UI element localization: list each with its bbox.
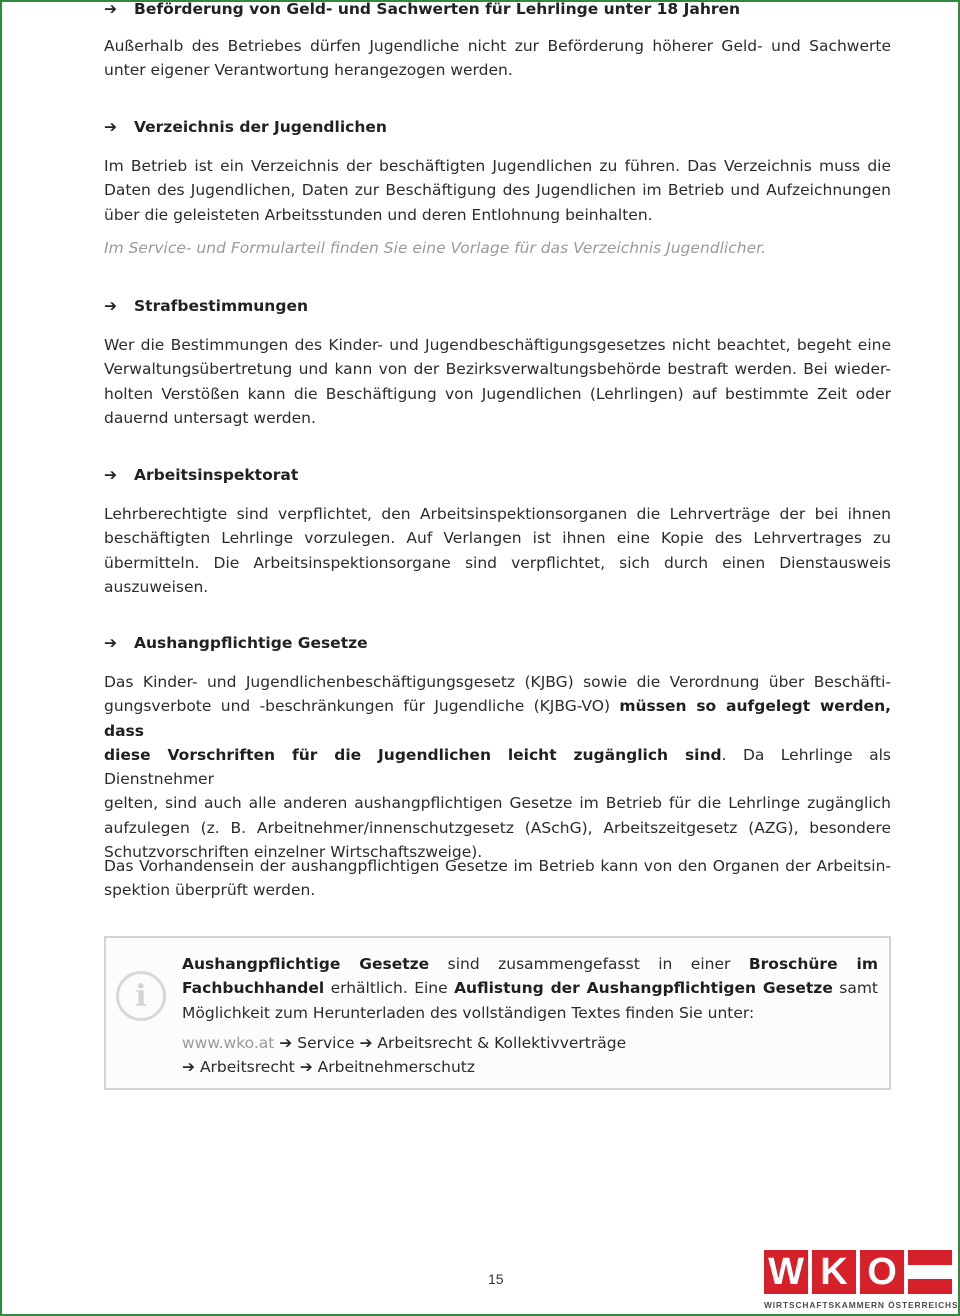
navigation-path: www.wko.at ➔ Service ➔ Arbeitsrecht & Kollektivverträge ➔ Arbeitsrecht ➔ Arbeitnehmerschutz — [182, 1033, 627, 1077]
section-paragraph: Das Vorhandensein der aushangpflichtigen Gesetze im Betrieb kann von den Organen der Arbeitsin- spektion überprüft werden. — [104, 857, 891, 900]
info-text: Aushangpflichtige Gesetze sind zusammengefasst in einer Broschüre im Fachbuchhandel erhältlich. Eine Auflistung der Aushangpflichtigen Gesetze samt Möglichkeit zum Herunterladen des vollständigen Textes finden Sie unter: www.wko.at ➔ Service ➔ Arbeitsrecht & Kollektivverträge ➔ Arbeitsrecht ➔ Arbeitnehmerschutz — [182, 952, 878, 1080]
arrow-icon: ➔ — [104, 297, 117, 315]
wko-link[interactable]: www.wko.at — [182, 1033, 275, 1052]
section-paragraph: Wer die Bestimmungen des Kinder- und Jugendbeschäftigungsgesetzes nicht beachtet, begeht eine Verwaltungsübertretung und kann von der Bezirksverwaltungsbehörde bestraft werden. Bei wieder- holten Verstößen kann die Beschäftigung von Jugendlichen (Lehrlingen) auf bestimmte Zeit oder dauernd untersagt werden. — [104, 336, 891, 427]
arrow-icon: ➔ — [104, 634, 117, 652]
arrow-icon: ➔ — [104, 0, 117, 18]
arrow-icon: ➔ — [104, 118, 117, 136]
wko-logo — [760, 1250, 959, 1310]
info-box — [104, 936, 891, 1090]
section-paragraph: Im Betrieb ist ein Verzeichnis der beschäftigten Jugendlichen zu führen. Das Verzeichnis muss die Daten des Jugendlichen, Daten zur Beschäftigung des Jugendlichen im Betrieb und Aufzeichnungen über die geleisteten Arbeitsstunden und deren Entlohnung beinhalten. — [104, 157, 891, 224]
logo-letter-w: W — [764, 1250, 808, 1294]
logo-subtitle: WIRTSCHAFTSKAMMERN ÖSTERREICHS — [764, 1300, 959, 1310]
arrow-icon: ➔ — [299, 1058, 313, 1077]
logo-letter-o: O — [860, 1250, 904, 1294]
section-heading: ➔ Beförderung von Geld- und Sachwerten für Lehrlinge unter 18 Jahren — [104, 0, 741, 18]
section-heading: ➔ Arbeitsinspektorat — [104, 466, 299, 484]
italic-note: Im Service- und Formularteil finden Sie eine Vorlage für das Verzeichnis Jugendlicher. — [104, 239, 766, 257]
section-paragraph: Außerhalb des Betriebes dürfen Jugendliche nicht zur Beförderung höherer Geld- und Sachwerte unter eigener Verantwortung herangezogen werden. — [104, 37, 891, 80]
arrow-icon: ➔ — [182, 1058, 195, 1077]
arrow-icon: ➔ — [279, 1033, 293, 1052]
section-heading: ➔ Strafbestimmungen — [104, 297, 308, 315]
section-heading: ➔ Aushangpflichtige Gesetze — [104, 634, 368, 652]
info-icon: i — [116, 971, 166, 1021]
logo-letter-k: K — [812, 1250, 856, 1294]
austrian-flag-icon — [908, 1250, 952, 1294]
section-paragraph: Lehrberechtigte sind verpflichtet, den Arbeitsinspektionsorganen die Lehrverträge der bei ihnen beschäftigten Lehrlinge vorzulegen. Auf Verlangen ist ihnen eine Kopie des Lehrvertrages zu übermitteln. Die Arbeitsinspektionsorgane sind verpflichtet, sich durch einen Dienstausweis auszuweisen. — [104, 505, 891, 596]
section-heading: ➔ Verzeichnis der Jugendlichen — [104, 118, 387, 136]
arrow-icon: ➔ — [104, 466, 117, 484]
arrow-icon: ➔ — [359, 1033, 373, 1052]
section-paragraph: Das Kinder- und Jugendlichenbeschäftigungsgesetz (KJBG) sowie die Verordnung über Beschäfti- gungsverbote und -beschränkungen für Jugendliche (KJBG-VO) müssen so aufgelegt werden, dass diese Vorschriften für die Jugendlichen leicht zugänglich sind. Da Lehrlinge als Dienstnehmer gelten, sind auch alle anderen aushangpflichtigen Gesetze im Betrieb für die Lehrlinge zugänglich aufzulegen (z. B. Arbeitnehmer/innenschutzgesetz (ASchG), Arbeitszeitgesetz (AZG), besondere Schutzvorschriften einzelner Wirtschaftszweige). — [104, 673, 891, 862]
page-number: 15 — [488, 1271, 504, 1287]
